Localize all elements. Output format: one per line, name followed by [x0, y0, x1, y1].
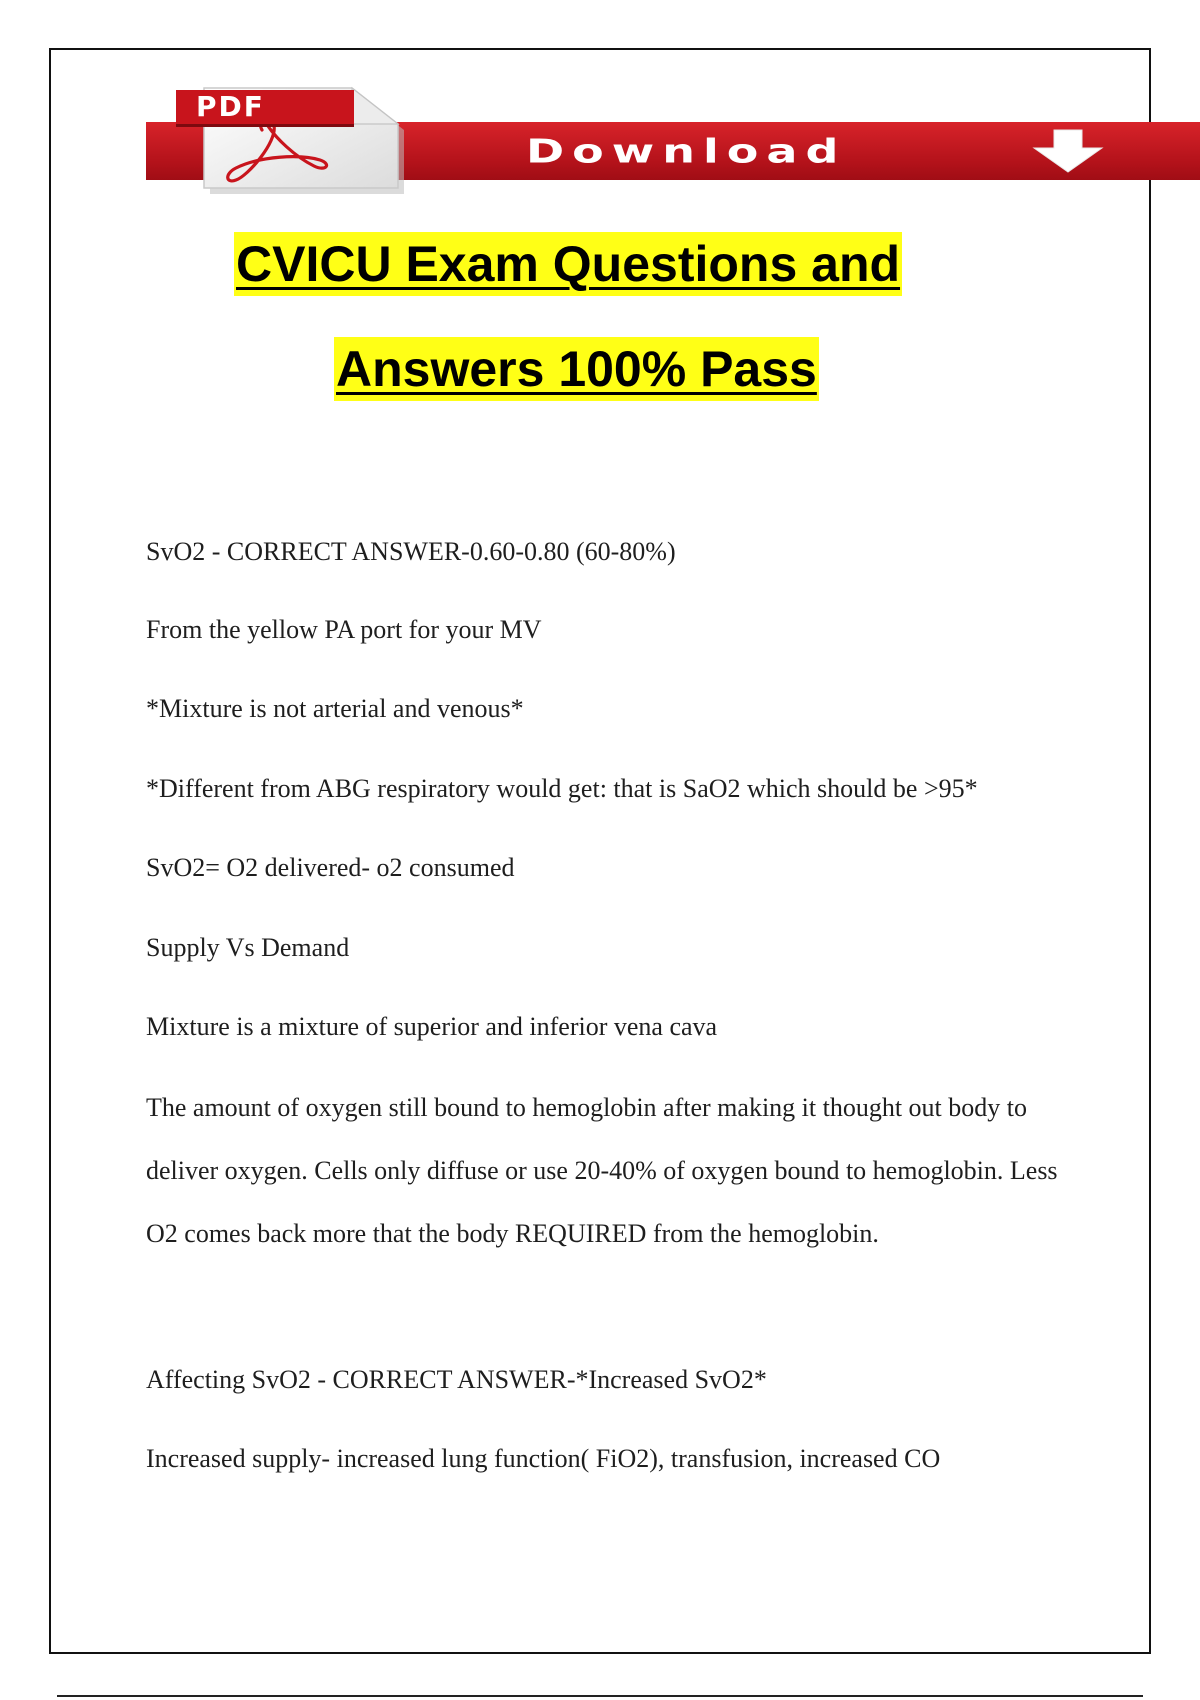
paragraph-oxygen-bound: The amount of oxygen still bound to hemoglobin after making it thought out body to deliver oxygen. Cells only diffuse or use 20-40% of oxygen bound to hemoglobin. Less O2 comes back more that the body REQUIRED from the hemoglobin.	[146, 1093, 1058, 1248]
paragraph-svo2-answer: SvO2 - CORRECT ANSWER-0.60-0.80 (60-80%)	[146, 537, 676, 566]
download-label[interactable]: Download	[526, 131, 847, 171]
pdf-download-banner[interactable]	[146, 72, 1200, 202]
pdf-label-tab	[176, 90, 354, 127]
paragraph-increased-supply: Increased supply- increased lung function( FiO2), transfusion, increased CO	[146, 1444, 941, 1473]
bottom-divider	[57, 1695, 1143, 1697]
paragraph-svo2-formula: SvO2= O2 delivered- o2 consumed	[146, 853, 515, 882]
paragraph-mixture-note: *Mixture is not arterial and venous*	[146, 694, 524, 723]
title-line-2: Answers 100% Pass	[334, 337, 819, 401]
paragraph-pa-port: From the yellow PA port for your MV	[146, 615, 542, 644]
paragraph-vena-cava: Mixture is a mixture of superior and inferior vena cava	[146, 1012, 718, 1041]
paragraph-affecting-svo2: Affecting SvO2 - CORRECT ANSWER-*Increased SvO2*	[146, 1365, 767, 1394]
pdf-label: PDF	[196, 90, 265, 123]
pdf-document-icon	[176, 80, 406, 196]
paragraph-supply-demand: Supply Vs Demand	[146, 933, 350, 962]
download-arrow-icon[interactable]	[1030, 128, 1106, 174]
paragraph-abg-difference: *Different from ABG respiratory would get: that is SaO2 which should be >95*	[146, 774, 978, 803]
title-line-1: CVICU Exam Questions and	[234, 232, 902, 296]
